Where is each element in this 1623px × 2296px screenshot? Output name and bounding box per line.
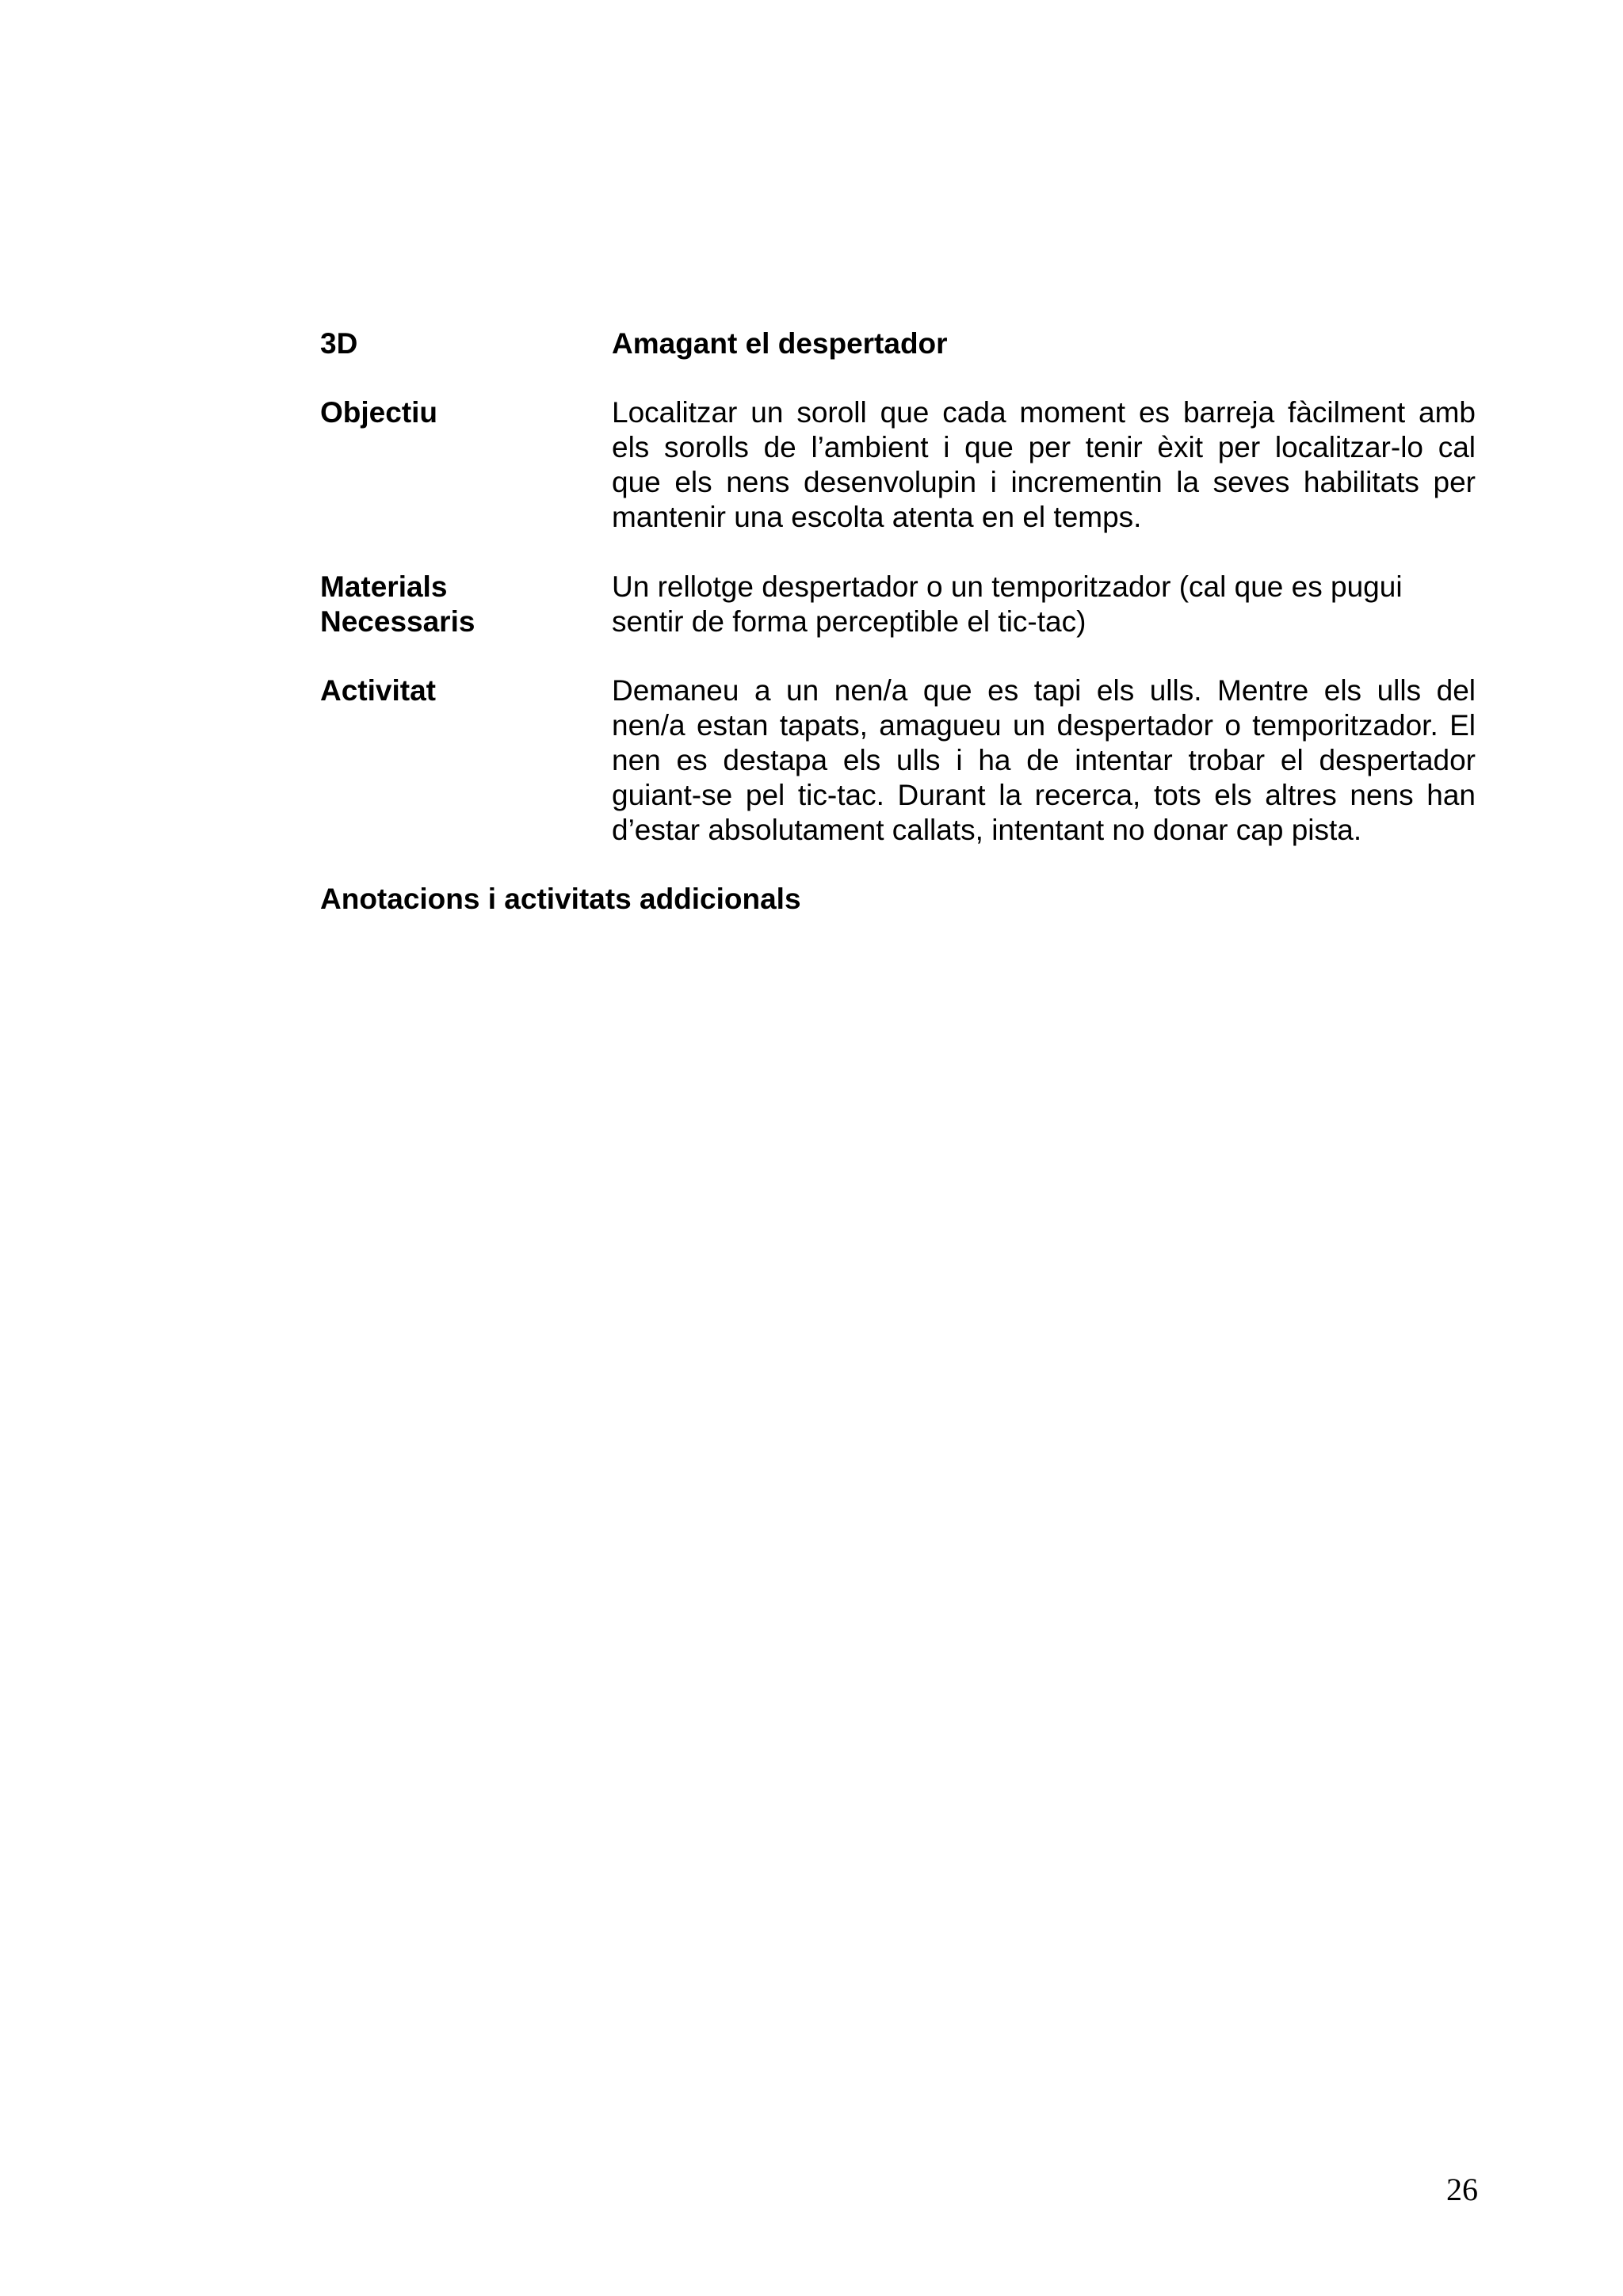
activity-sheet (320, 326, 1476, 917)
activitat-line: guiant-se pel tic-tac. Durant la recerca, tots els altres nens han (612, 779, 1476, 811)
objectiu-label: Objectiu (320, 396, 438, 429)
activitat-line: nen/a estan tapats, amagueu un despertador o temporitzador. El (612, 709, 1476, 742)
annotations-heading: Anotacions i activitats addicionals (320, 883, 801, 915)
objectiu-line: els sorolls de l’ambient i que per tenir èxit per localitzar-lo cal (612, 431, 1476, 463)
materials-label-line: Necessaris (320, 605, 475, 638)
activitat-line: Demaneu a un nen/a que es tapi els ulls. Mentre els ulls del (612, 674, 1476, 707)
materials-label-line: Materials (320, 570, 448, 603)
materials-line: Un rellotge despertador o un temporitzador (cal que es pugui (612, 570, 1403, 603)
activitat-line: nen es destapa els ulls i ha de intentar trobar el despertador (612, 744, 1476, 776)
objectiu-line: mantenir una escolta atenta en el temps. (612, 501, 1142, 533)
materials-row (320, 570, 1476, 639)
objectiu-line: Localitzar un soroll que cada moment es barreja fàcilment amb (612, 396, 1476, 429)
materials-line: sentir de forma perceptible el tic-tac) (612, 605, 1086, 638)
activitat-row (320, 673, 1476, 848)
objectiu-line: que els nens desenvolupin i incrementin la seves habilitats per (612, 466, 1476, 498)
activity-title: Amagant el despertador (612, 327, 948, 360)
objectiu-row (320, 395, 1476, 535)
activity-header-row (320, 326, 1476, 361)
activitat-label: Activitat (320, 674, 436, 707)
materials-label (320, 570, 612, 639)
activitat-text (612, 673, 1476, 848)
activity-code: 3D (320, 327, 358, 360)
page-number: 26 (1446, 2172, 1478, 2207)
materials-text (612, 570, 1476, 639)
objectiu-text (612, 395, 1476, 535)
activitat-line: d’estar absolutament callats, intentant no donar cap pista. (612, 814, 1362, 846)
